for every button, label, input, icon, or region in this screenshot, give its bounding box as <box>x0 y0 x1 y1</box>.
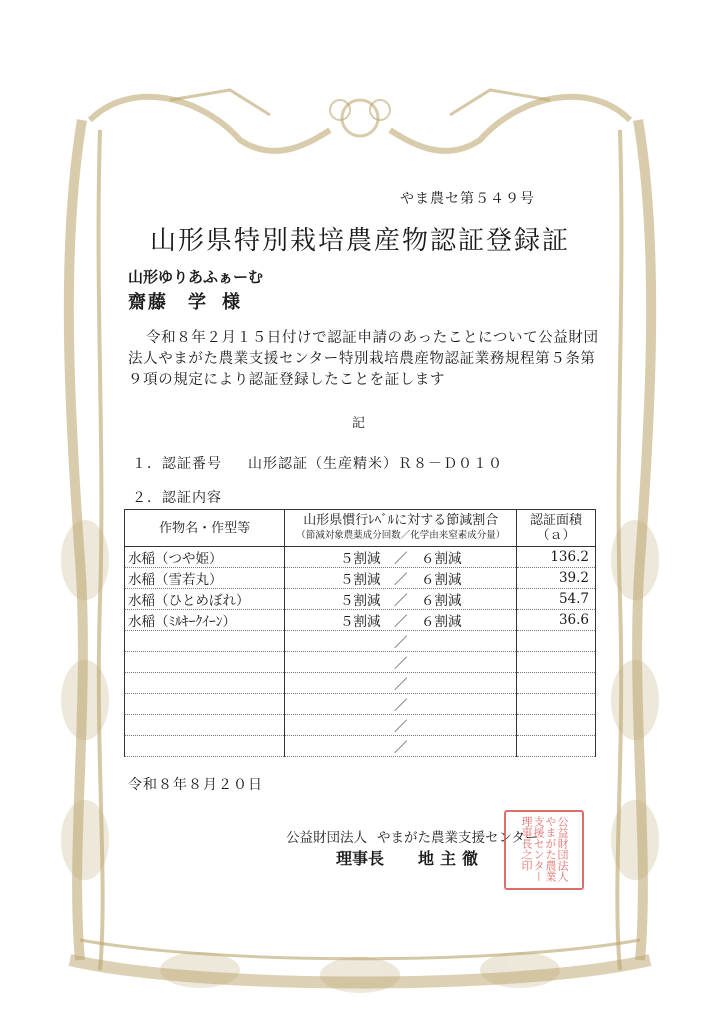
certification-number-line <box>132 453 503 473</box>
area-cell <box>517 631 596 652</box>
ki-marker: 記 <box>352 416 366 431</box>
area-cell: 136.2 <box>517 547 596 568</box>
issuer-org-type: 公益財団法人 <box>286 830 367 846</box>
area-cell <box>517 694 596 715</box>
crop-cell: 水稲（ﾐﾙｷｰｸｲｰﾝ） <box>125 610 285 631</box>
table-row <box>125 736 596 757</box>
header-reduction-main: 山形県慣行ﾚﾍﾞﾙに対する節減割合 <box>303 513 499 528</box>
header-crop: 作物名・作型等 <box>125 510 285 547</box>
reduction-cell: ／ <box>285 736 517 757</box>
crop-cell: 水稲（雪若丸） <box>125 568 285 589</box>
reduction-cell: ／ <box>285 652 517 673</box>
recipient-line <box>128 288 242 314</box>
crop-cell: 水稲（つや姫） <box>125 547 285 568</box>
crop-cell <box>125 715 285 736</box>
reduction-cell: ／ <box>285 715 517 736</box>
certification-content-label: ２．認証内容 <box>132 490 222 506</box>
recipient-name: 齋藤 学 <box>128 292 208 313</box>
table-row <box>125 715 596 736</box>
table-row <box>125 547 596 568</box>
farm-name: 山形ゆりあふぁーむ <box>128 268 264 286</box>
table-row <box>125 631 596 652</box>
certification-statement: 令和８年２月１５日付けで認証申請のあったことについて公益財団法人やまがた農業支援センター特別栽培農産物認証業務規程第５条第９項の規定により認証登録したことを証します <box>128 330 599 388</box>
table-row <box>125 568 596 589</box>
area-cell: 39.2 <box>517 568 596 589</box>
crop-cell: 水稲（ひとめぼれ） <box>125 589 285 610</box>
reduction-cell: ５割減 ／ ６割減 <box>285 547 517 568</box>
honorific: 様 <box>222 292 242 313</box>
header-reduction <box>285 510 517 547</box>
header-reduction-sub: （節減対象農薬成分回数／化学由来窒素成分量） <box>296 530 506 541</box>
certificate-number: やま農セ第５４９号 <box>400 191 535 207</box>
certification-number-label: １．認証番号 <box>132 456 222 472</box>
table-row <box>125 610 596 631</box>
area-cell <box>517 736 596 757</box>
seal-lettering: 公益財団法人やまがた農業支援センター理事長之印 <box>520 816 569 882</box>
crop-cell <box>125 694 285 715</box>
crop-cell <box>125 631 285 652</box>
issuer-organization <box>286 826 538 846</box>
crop-cell <box>125 652 285 673</box>
reduction-cell: ５割減 ／ ６割減 <box>285 589 517 610</box>
certification-table <box>124 509 596 757</box>
issuer-title: 理事長 <box>336 849 385 868</box>
issue-date: 令和８年８月２０日 <box>128 777 263 793</box>
area-cell: 54.7 <box>517 589 596 610</box>
table-row <box>125 673 596 694</box>
header-area <box>517 510 596 547</box>
page-title: 山形県特別栽培農産物認証登録証 <box>150 226 571 256</box>
area-cell <box>517 652 596 673</box>
reduction-cell: ／ <box>285 694 517 715</box>
issuer-name: 地主徹 <box>418 849 485 868</box>
reduction-cell: ５割減 ／ ６割減 <box>285 610 517 631</box>
issuer-chair <box>336 846 484 869</box>
reduction-cell: ／ <box>285 631 517 652</box>
crop-cell <box>125 736 285 757</box>
official-seal <box>504 810 584 890</box>
area-cell: 36.6 <box>517 610 596 631</box>
reduction-cell: ５割減 ／ ６割減 <box>285 568 517 589</box>
header-area-sub: （ａ） <box>536 528 576 543</box>
table-row <box>125 652 596 673</box>
area-cell <box>517 673 596 694</box>
header-area-main: 認証面積 <box>530 513 583 528</box>
table-row <box>125 589 596 610</box>
table-row <box>125 694 596 715</box>
reduction-cell: ／ <box>285 673 517 694</box>
table-header-row <box>125 510 596 547</box>
area-cell <box>517 715 596 736</box>
certification-number-value: 山形認証（生産精米）Ｒ８－Ｄ０１０ <box>248 456 503 472</box>
crop-cell <box>125 673 285 694</box>
issuer-org-name: やまがた農業支援センター <box>377 830 539 846</box>
